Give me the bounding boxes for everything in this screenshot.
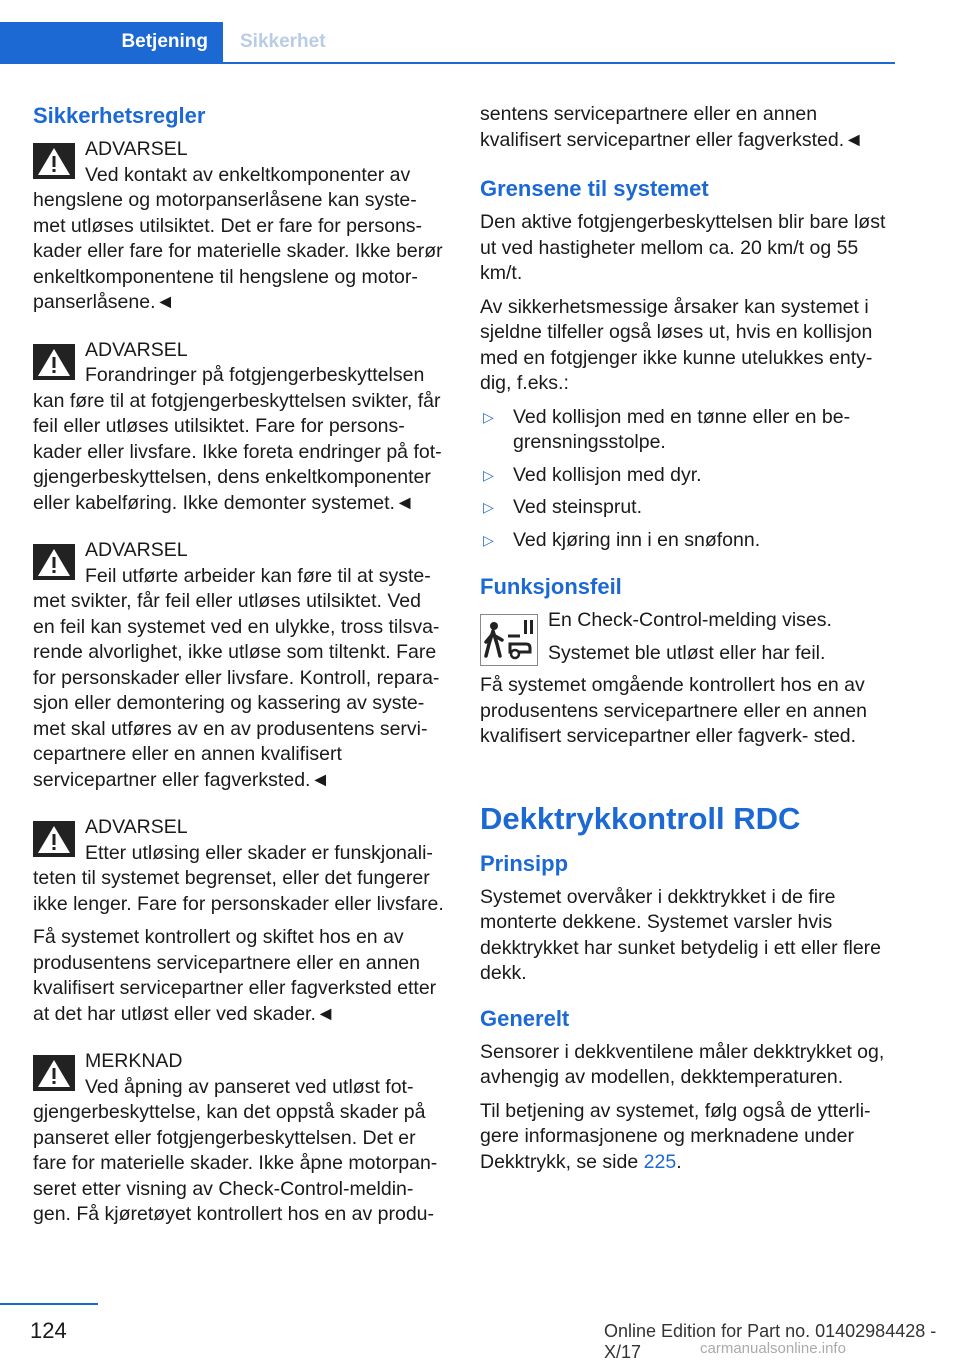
footer-divider (0, 1303, 98, 1305)
list-item-text: Ved kjøring inn i en snøfonn. (513, 528, 761, 551)
page-reference-link[interactable]: 225 (643, 1150, 677, 1173)
list-item (480, 405, 896, 456)
warning-text: Ved kontakt av enkeltkomponenter av hengslene og motorpanserlåsene kan syste‐ met utløses utilsiktet. Det er fare for persons‐ kader eller fare for materielle skader. Ikke berør enkeltkomponentene til hengslene og motor‐ panserlåsene.◄ (33, 163, 443, 313)
list-item (480, 463, 896, 489)
list-item-text: Ved steinsprut. (513, 496, 642, 518)
list-item-text: Ved kollisjon med dyr. (513, 463, 702, 486)
warning-text: Etter utløsing eller skader er funskjonali‐ teten til systemet begrenset, eller det fungerer ikke lenger. Fare for personskader eller livsfare. (33, 841, 444, 915)
continuation-text: sentens servicepartnere eller en annen kvalifisert servicepartner eller fagverksted.◄ (480, 103, 864, 151)
warning-triangle-icon (33, 1055, 75, 1091)
watermark-text: carmanualsonline.info (700, 1340, 846, 1357)
warning-title: ADVARSEL (85, 338, 188, 361)
warning-text: Forandringer på fotgjengerbeskyttelsen kan føre til at fotgjengerbeskyttelsen svikter, får feil eller utløses utilsiktet. Fare for persons‐ kader eller livsfare. Ikke foreta endringer på fot‐ gjengerbeskyttelsen, dens enkeltkomponenter eller kabelføring. Ikke demonter systemet.◄ (33, 364, 442, 514)
list-item (480, 495, 896, 521)
malfunction-block (480, 608, 896, 750)
section-heading-general: Generelt (480, 1005, 570, 1031)
section-heading-principle: Prinsipp (480, 850, 569, 876)
general-paragraph-2-end: . (676, 1150, 682, 1173)
section-heading-limits: Grensene til systemet (480, 176, 709, 201)
warning-title: ADVARSEL (85, 539, 188, 561)
warning-block (33, 137, 448, 316)
general-paragraph-1: Sensorer i dekkventilene måler dekktrykket og, avhengig av modellen, dekktemperaturen. (480, 1040, 885, 1088)
warning-block (33, 815, 448, 1027)
section-heading-malfunction: Funksjonsfeil (480, 574, 622, 599)
notice-text: Ved åpning av panseret ved utløst fot‐ gjengerbeskyttelse, kan det oppstå skader på panseret eller fotgjengerbeskyttelsen. Det er fare for materielle skader. Ikke åpne motorpan‐ seret etter visning av Check-Control-meldin‐ gen. Få kjøretøyet kontrollert hos en av produ‐ (33, 1075, 438, 1225)
notice-block (33, 1049, 448, 1228)
warning-triangle-icon (33, 544, 75, 580)
triangle-bullet-icon: ▷ (483, 499, 494, 515)
limits-bullet-list (480, 405, 896, 554)
tab-betjening[interactable]: Betjening (0, 22, 223, 62)
malfunction-line-1: En Check-Control-melding vises. (548, 609, 832, 631)
general-paragraph-2-text: Til betjening av systemet, følg også de ytterli‐ gere informasjonene og merknadene under Dekktrykk, se side (480, 1099, 871, 1173)
warning-title: ADVARSEL (85, 816, 188, 838)
warning-block (33, 338, 448, 517)
page-number: 124 (30, 1318, 67, 1343)
limits-paragraph-1: Den aktive fotgjengerbeskyttelsen blir bare løst ut ved hastigheter mellom ca. 20 km/t og 55 km/t. (480, 211, 886, 284)
malfunction-line-3: Få systemet omgående kontrollert hos en av produsentens servicepartnere eller en annen kvalifisert servicepartner eller fagverk‐ sted. (480, 674, 868, 747)
tab-sikkerhet[interactable]: Sikkerhet (240, 31, 326, 52)
warning-title: ADVARSEL (85, 138, 188, 160)
notice-title: MERKNAD (85, 1050, 183, 1072)
section-heading-safety-rules: Sikkerhetsregler (33, 103, 206, 128)
limits-paragraph-2: Av sikkerhetsmessige årsaker kan systemet i sjeldne tilfeller også løses ut, hvis en kollisjon med en fotgjenger ikke kunne utelukkes enty‐ dig, f.eks.: (480, 295, 873, 394)
edition-text: Online Edition for Part no. 01402984428 - X/17 (604, 1321, 937, 1362)
general-paragraph-2 (480, 1099, 896, 1176)
malfunction-line-2: Systemet ble utløst eller har feil. (548, 641, 826, 664)
warning-block (33, 538, 448, 793)
warning-triangle-icon (33, 143, 75, 179)
pedestrian-protection-indicator-icon (480, 614, 538, 666)
left-column (33, 102, 448, 1250)
warning-triangle-icon (33, 821, 75, 857)
triangle-bullet-icon: ▷ (483, 408, 494, 425)
principle-text: Systemet overvåker i dekktrykket i de fire monterte dekkene. Systemet varsler hvis dekktrykket har sunket betydelig i ett eller flere dekk. (480, 885, 882, 984)
triangle-bullet-icon: ▷ (483, 466, 494, 483)
right-column (480, 102, 896, 1175)
header-tabs (0, 22, 895, 64)
warning-text: Feil utførte arbeider kan føre til at syste‐ met svikter, får feil eller utløses utilsiktet. Ved en feil kan systemet ved en ulykke, tross tilsva‐ rende alvorlighet, ikke utløse som tiltenkt. Fare for personskader eller livsfare. Kontroll, repara‐ sjon eller demontering og kassering av syste‐ met skal utføres av en av produsentens servi‐ cepartnere eller en annen kvalifisert servicepartner eller fagverksted.◄ (33, 564, 440, 791)
warning-extra-text: Få systemet kontrollert og skiftet hos en av produsentens servicepartnere eller en annen kvalifisert servicepartner eller fagverksted etter at det har utløst eller ved skader.◄ (33, 926, 437, 1025)
triangle-bullet-icon: ▷ (483, 531, 494, 548)
list-item-text: Ved kollisjon med en tønne eller en be‐ grensningsstolpe. (513, 405, 851, 453)
chapter-title-rdc: Dekktrykkontroll RDC (480, 800, 801, 836)
warning-triangle-icon (33, 344, 75, 380)
list-item (480, 528, 896, 554)
